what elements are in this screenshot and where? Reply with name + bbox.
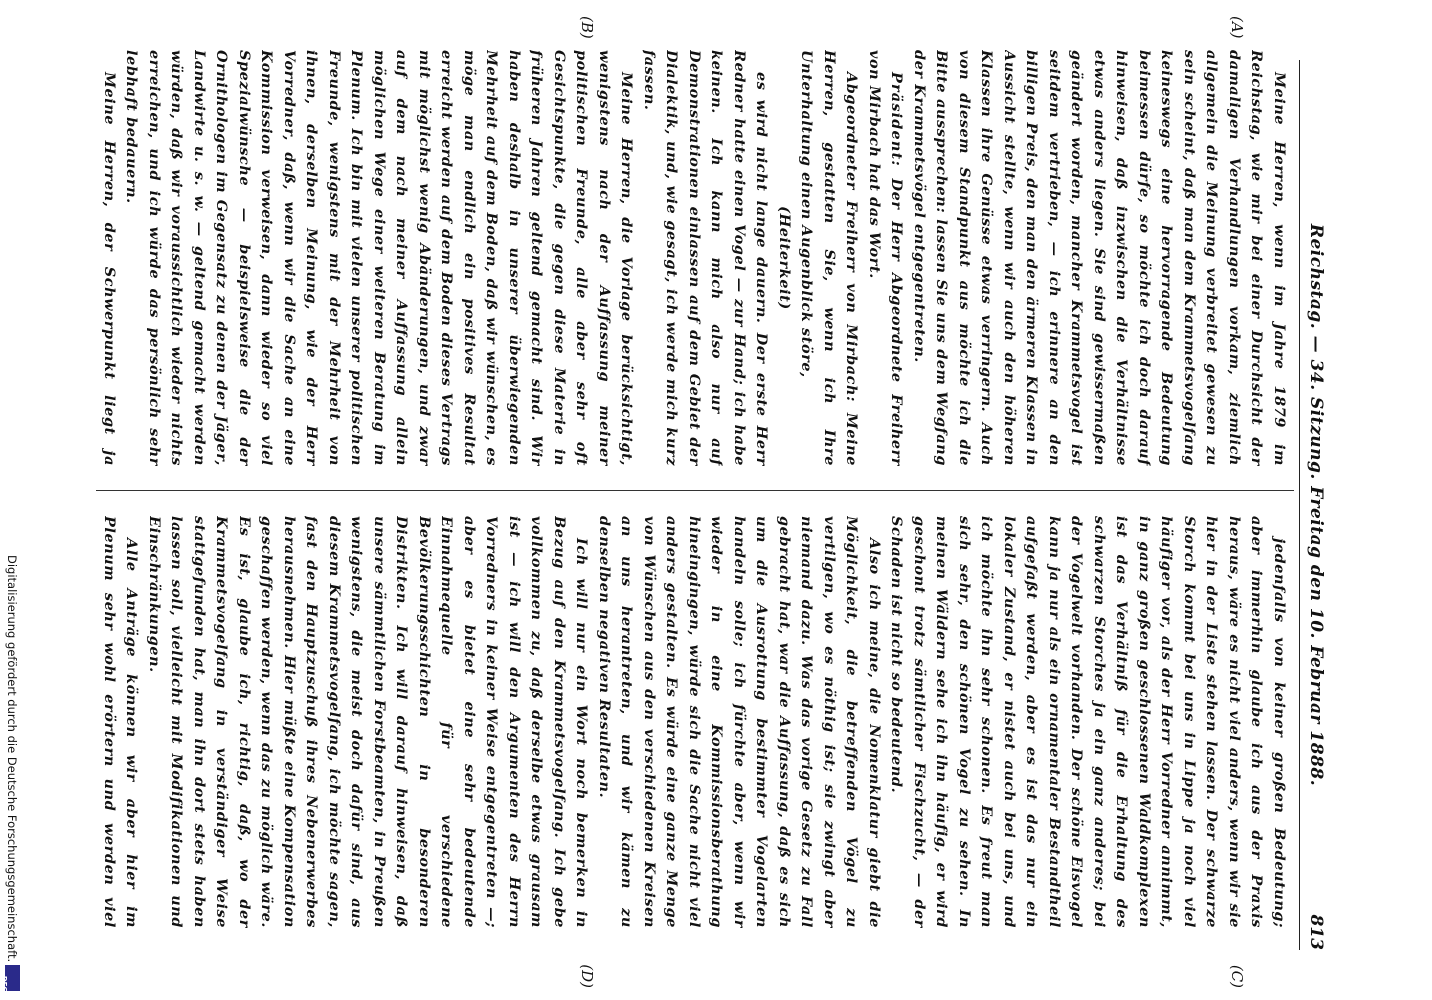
paragraph: es wird nicht lange dauern. Der erste Herr Redner hatte einen Vogel — zur Hand; ich habe keinen. Ich kann mich also nur auf Demonstrationen einlassen auf dem Gebiet der Dialektik, und, wie gesagt, ich werde mich kurz fassen.: [641, 50, 771, 466]
paragraph: Meine Herren, wenn im Jahre 1879 im Reichstag, wie mir bei einer Durchsicht der damaligen Verhandlungen vorkam, ziemlich allgemein die Meinung verbreitet gewesen zu sein scheint, daß man dem Krammetsvogelfang keineswegs eine hervorragende Bedeutung beimessen dürfe, so möchte ich doch darauf hinweisen, daß inzwischen die Verhältnisse etwas anders liegen. Sie sind gewissermaßen geändert worden, mancher Krammetsvogel ist seitdem vertrieben, — ich erinnere an den billigen Preis, den man den ärmeren Klassen in Aussicht stellte, wenn wir auch den höheren Klassen ihre Genüsse etwas verringern. Auch von diesem Standpunkt aus möchte ich die Bitte aussprechen: lassen Sie uns dem Wegfang der Krammetsvögel entgegentreten.: [911, 50, 1288, 466]
paragraph: Meine Herren, die Vorlage berücksichtigt, wenigstens nach der Auffassung meiner politischen Freunde, alle aber sehr oft Gesichtspunkte, die gegen diese Materie in früheren Jahren geltend gemacht sind. Wir haben deshalb in unserer überwiegenden Mehrheit auf dem Boden, daß wir wünschen, es möge man endlich ein positives Resultat erreicht werden auf dem Boden dieses Vertrags mit möglichst wenig Abänderungen, und zwar auf dem nach meiner Auffassung allein möglichen Wege einer weiteren Beratung im Plenum. Ich bin mit vielen unserer politischen Freunde, wenigstens mit der Mehrheit von ihnen, derselben Meinung, wie der Herr Vorredner, daß, wenn wir die Sache an eine Kommission verweisen, dann wieder so viel Spezialwünsche — beispielsweise die der Ornithologen im Gegensatz zu denen der Jäger, Landwirte u. s. w. — geltend gemacht werden würden, daß wir voraussichtlich wieder nichts erreichen, und ich würde das persönlich sehr lebhaft bedauern.: [123, 50, 636, 466]
speaker-label: Präsident:: [888, 72, 906, 167]
right-column: [96, 516, 1290, 928]
margin-letter-a: (A): [1228, 16, 1246, 39]
paragraph-text: Der Herr Abgeordnete Freiherr von Mirbach hat das Wort.: [866, 50, 906, 466]
logo-text: DFG: [0, 975, 8, 993]
paragraph: jedenfalls von keiner großen Bedeutung; aber immerhin glaube ich aus der Praxis heraus, wäre es nicht viel anders, wenn wir sie hier in der Liste stehen lassen. Der schwarze Storch kommt bei uns in Lippe ja noch viel häufiger vor, als der Herr Vorredner annimmt, in ganz großen geschlossenen Waldkomplexen ist das Verhältniß für die Erhaltung des schwarzen Storches ja ein ganz anderes; bei der Vogelwelt vorhanden. Der schöne Eisvogel kann ja nur als ein ornamentaler Bestandtheil aufgefaßt werden, aber es ist das nur ein lokaler Zustand, er nistet auch bei uns, und ich möchte ihn sehr schonen. Es freut man sich sehr, den schönen Vogel zu sehen. In meinen Wäldern sehe ich ihn häufig, er wird geschont trotz sämtlicher Fischzucht, — der Schaden ist nicht so bedeutend.: [888, 516, 1288, 928]
paragraph: Ich will nur ein Wort noch bemerken in Bezug auf den Krammetsvogelfang. Ich gebe vollkommen zu, daß derselbe etwas grausam ist — ich will den Argumenten des Herrn Vorredners in keiner Weise entgegentreten —; aber es bietet eine sehr bedeutende Einnahmequelle für verschiedene Bevölkerungsschichten in besonderen Distrikten. Ich will darauf hinweisen, daß unsere sämmtlichen Forstbeamten, in Preußen wenigstens, die meist doch dafür sind, aus diesem Krammetsvogelfang, ich möchte sagen, fast den Hauptzuschuß ihres Nebenerwerbes herausnehmen. Hier müßte eine Kompensation geschaffen werden, wenn das zu möglich wäre. Es ist, glaube ich, richtig, daß, wo der Krammetsvogelfang in verständiger Weise stattgefunden hat, man ihn dort stets haben lassen soll, vielleicht mit Modifikationen und Einschränkungen.: [146, 516, 591, 928]
margin-letter-b: (B): [578, 16, 596, 39]
newspaper-page: [66, 10, 1366, 990]
column-divider: [96, 490, 1294, 491]
margin-letter-c: (C): [1228, 964, 1246, 988]
credit-text: Digitalisierung gefördert durch die Deutsche Forschungsgemeinschaft.: [5, 555, 19, 963]
stage-direction: (Heiterkeit): [776, 206, 793, 310]
digitization-credit: [0, 555, 24, 995]
dfg-logo: [0, 965, 20, 993]
page-header: [1299, 60, 1330, 950]
left-column: [96, 50, 1290, 466]
page-number: 813: [1306, 914, 1326, 950]
paragraph: Abgeordneter Freiherr von Mirbach: Meine Herren, gestatten Sie, wenn ich Ihre Unterhaltung einen Augenblick störe,: [798, 50, 861, 466]
paragraph: [863, 50, 908, 466]
paragraph: Also ich meine, die Nomenklatur giebt die Möglichkeit, die betreffenden Vögel zu vertilgen, wo es nöthig ist; sie zwingt aber niemand dazu. Was das vorige Gesetz zu Fall gebracht hat, war die Auffassung, daß es sich um die Ausrottung bestimmter Vogelarten handeln solle; ich fürchte aber, wenn wir wieder in eine Kommissionsberathung hineingingen, würde sich die Sache nicht viel anders gestalten. Es würde eine ganze Menge von Wünschen aus den verschiedenen Kreisen an uns herantreten, und wir kämen zu denselben negativen Resultaten.: [596, 516, 883, 928]
paragraph: Alle Anträge können wir aber hier im Plenum sehr wohl erörtern und werden viel: [101, 516, 141, 928]
margin-letter-d: (D): [578, 964, 596, 988]
paragraph: Meine Herren, der Schwerpunkt liegt ja: [101, 72, 118, 466]
header-title: Reichstag. — 34. Sitzung. Freitag den 10. Februar 1888.: [1306, 223, 1326, 787]
